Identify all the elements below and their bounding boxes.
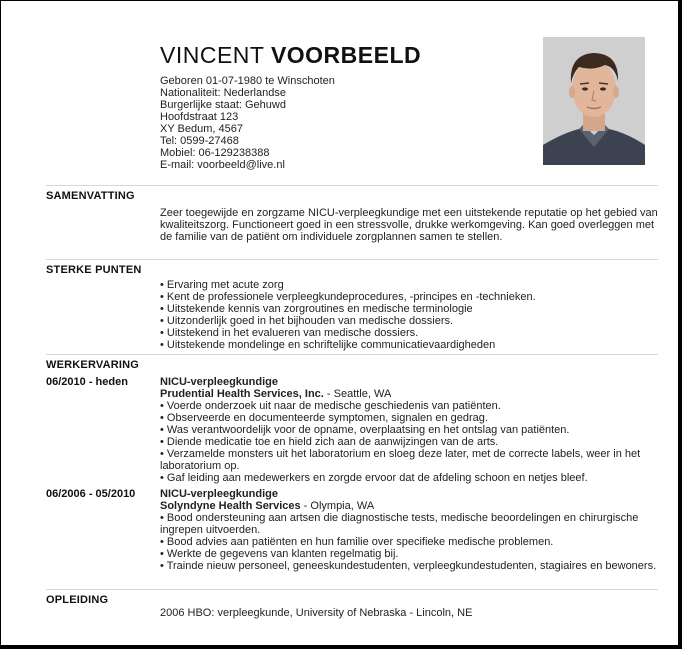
section-title-strengths: STERKE PUNTEN [46, 264, 142, 276]
first-name: VINCENT [160, 42, 265, 68]
list-item: • Gaf leiding aan medewerkers en zorgde ervoor dat de afdeling schoon en netjes bleef. [160, 472, 588, 484]
profile-photo [543, 37, 645, 165]
summary-text-block [160, 207, 660, 243]
list-item: • Werkte de gegevens van klanten regelmatig bij. [160, 548, 399, 560]
candidate-name [160, 41, 421, 69]
job-entry [160, 376, 660, 484]
job-entry [160, 488, 660, 572]
divider [46, 185, 658, 186]
list-item: • Ervaring met acute zorg [160, 279, 284, 291]
list-item: • Voerde onderzoek uit naar de medische geschiedenis van patiënten. [160, 400, 501, 412]
list-item: • Uitstekend in het evalueren van medische dossiers. [160, 327, 419, 339]
employer-location: - Olympia, WA [300, 500, 375, 512]
education-text: 2006 HBO: verpleegkunde, University of Nebraska - Lincoln, NE [160, 607, 473, 619]
email: E-mail: voorbeeld@live.nl [160, 159, 285, 171]
section-title-experience: WERKERVARING [46, 359, 140, 371]
section-title-education: OPLEIDING [46, 594, 109, 606]
job-title: NICU-verpleegkundige [160, 488, 278, 500]
employer-line [160, 500, 660, 512]
postal-city: XY Bedum, 4567 [160, 123, 243, 135]
list-item: • Bood ondersteuning aan artsen die diagnostische tests, medische beoordelingen en chirurgische ingrepen uitvoerden. [160, 512, 639, 536]
portrait-image [543, 37, 645, 165]
nationality: Nationaliteit: Nederlandse [160, 87, 286, 99]
divider [46, 259, 658, 260]
strengths-list [160, 279, 660, 351]
list-item: • Bood advies aan patiënten en hun familie over specifieke medische problemen. [160, 536, 554, 548]
birth-info: Geboren 01-07-1980 te Winschoten [160, 75, 335, 87]
list-item: • Was verantwoordelijk voor de opname, overplaatsing en het ontslag van patiënten. [160, 424, 570, 436]
list-item: • Uitstekende mondelinge en schriftelijke communicatievaardigheden [160, 339, 496, 351]
list-item: • Diende medicatie toe en hield zich aan de aanwijzingen van de arts. [160, 436, 499, 448]
street-address: Hoofdstraat 123 [160, 111, 239, 123]
list-item: • Trainde nieuw personeel, geneeskundestudenten, verpleegkundestudenten, stagiaires en bewoners. [160, 560, 657, 572]
mobile: Mobiel: 06-129238388 [160, 147, 270, 159]
list-item: • Observeerde en documenteerde symptomen, signalen en gedrag. [160, 412, 488, 424]
employer-line [160, 388, 660, 400]
employer-name: Solyndyne Health Services [160, 500, 301, 512]
job-dates: 06/2006 - 05/2010 [46, 488, 136, 500]
divider [46, 354, 658, 355]
phone: Tel: 0599-27468 [160, 135, 239, 147]
job-title: NICU-verpleegkundige [160, 376, 278, 388]
education-block [160, 607, 660, 619]
section-title-summary: SAMENVATTING [46, 190, 135, 202]
employer-name: Prudential Health Services, Inc. [160, 388, 324, 400]
job-dates: 06/2010 - heden [46, 376, 128, 388]
employer-location: - Seattle, WA [323, 388, 392, 400]
last-name: VOORBEELD [270, 42, 422, 68]
list-item: • Uitzonderlijk goed in het bijhouden van medische dossiers. [160, 315, 454, 327]
marital-status: Burgerlijke staat: Gehuwd [160, 99, 286, 111]
list-item: • Verzamelde monsters uit het laboratorium en sloeg deze later, met de correcte labels, weer in het laboratorium op. [160, 448, 641, 472]
resume-header [160, 41, 421, 171]
summary-text: Zeer toegewijde en zorgzame NICU-verpleegkundige met een uitstekende reputatie op het gebied van kwaliteitszorg. Functioneert goed in een stressvolle, drukke werkomgeving. Kan goed overleggen met de familie van de patiënt om individuele zorgplannen samen te stellen. [160, 207, 658, 243]
contact-details [160, 75, 421, 171]
divider [46, 589, 658, 590]
list-item: • Kent de professionele verpleegkundeprocedures, -principes en -technieken. [160, 291, 536, 303]
list-item: • Uitstekende kennis van zorgroutines en medische terminologie [160, 303, 473, 315]
